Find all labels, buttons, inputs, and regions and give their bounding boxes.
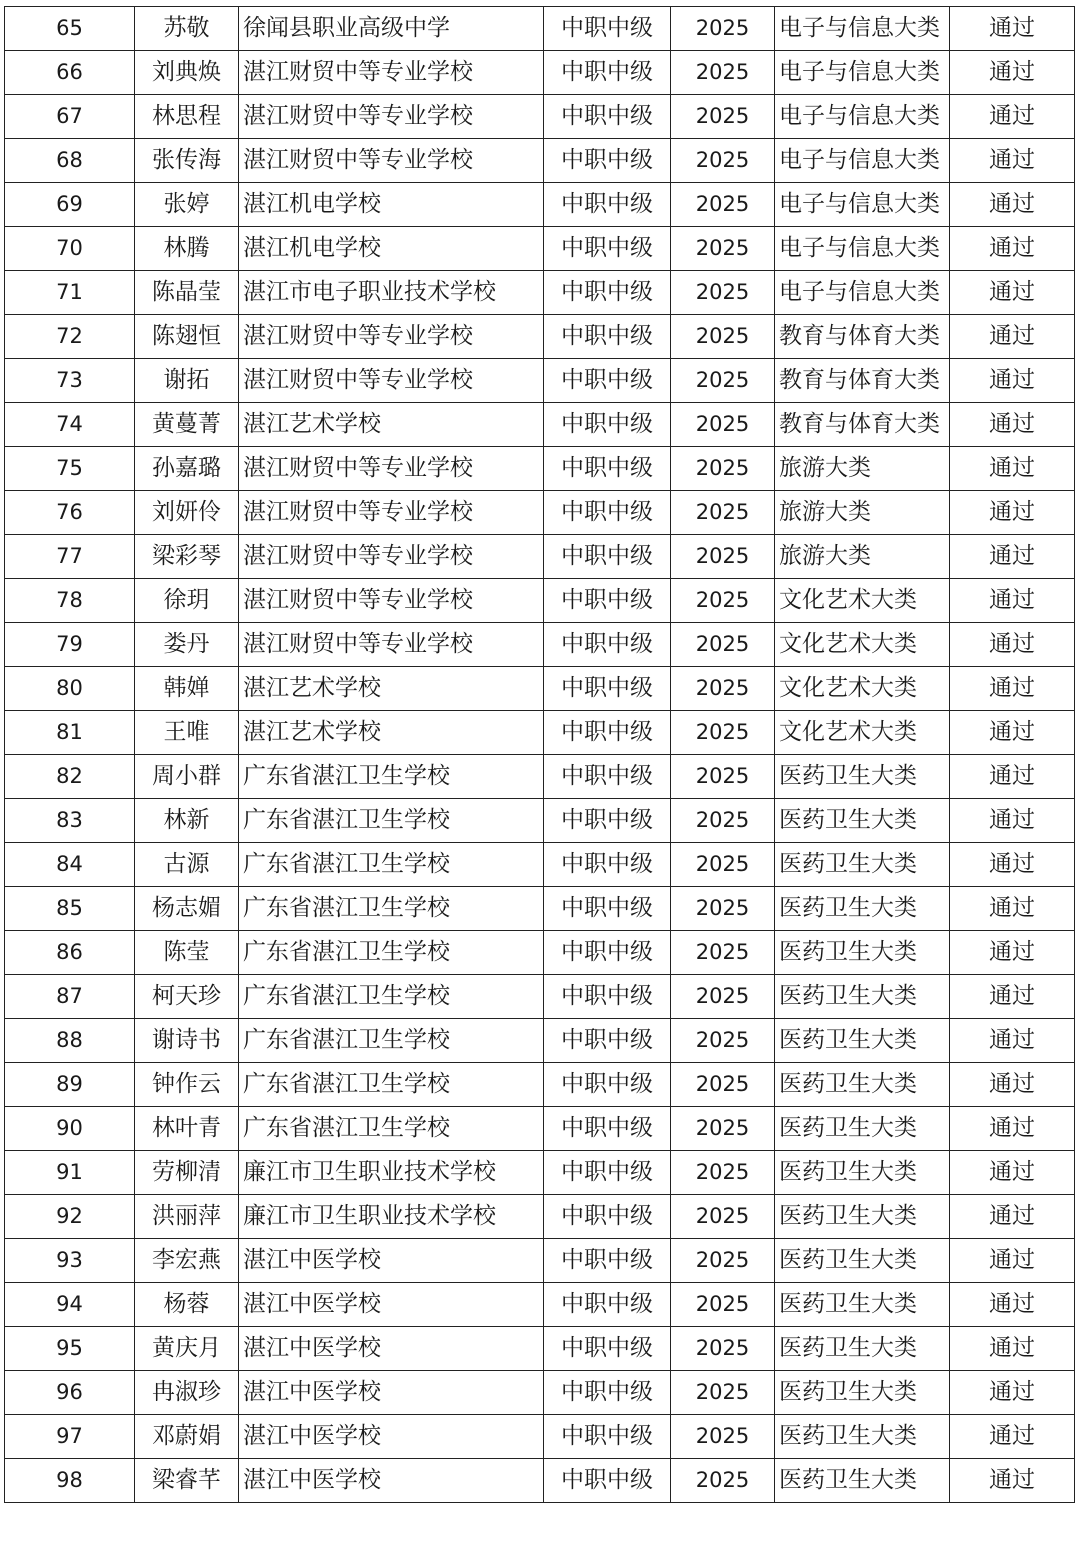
table-row — [5, 1107, 1075, 1151]
cell-year: 2025 — [671, 711, 775, 755]
cell-school: 湛江财贸中等专业学校 — [239, 491, 544, 535]
cell-result: 通过 — [950, 579, 1075, 623]
cell-school: 广东省湛江卫生学校 — [239, 1107, 544, 1151]
cell-level: 中职中级 — [544, 535, 671, 579]
cell-category: 文化艺术大类 — [775, 667, 950, 711]
cell-level: 中职中级 — [544, 579, 671, 623]
cell-result: 通过 — [950, 315, 1075, 359]
cell-number: 92 — [5, 1195, 135, 1239]
cell-level: 中职中级 — [544, 7, 671, 51]
cell-year: 2025 — [671, 1415, 775, 1459]
cell-category: 医药卫生大类 — [775, 1019, 950, 1063]
cell-number: 93 — [5, 1239, 135, 1283]
cell-category: 旅游大类 — [775, 447, 950, 491]
cell-result: 通过 — [950, 1107, 1075, 1151]
cell-year: 2025 — [671, 1327, 775, 1371]
cell-school: 廉江市卫生职业技术学校 — [239, 1195, 544, 1239]
cell-result: 通过 — [950, 887, 1075, 931]
cell-level: 中职中级 — [544, 359, 671, 403]
cell-category: 医药卫生大类 — [775, 843, 950, 887]
cell-school: 湛江财贸中等专业学校 — [239, 359, 544, 403]
cell-school: 湛江财贸中等专业学校 — [239, 579, 544, 623]
cell-category: 医药卫生大类 — [775, 1107, 950, 1151]
table-row — [5, 1019, 1075, 1063]
cell-year: 2025 — [671, 535, 775, 579]
cell-level: 中职中级 — [544, 1415, 671, 1459]
cell-level: 中职中级 — [544, 931, 671, 975]
cell-level: 中职中级 — [544, 403, 671, 447]
cell-category: 医药卫生大类 — [775, 931, 950, 975]
table-row — [5, 799, 1075, 843]
cell-name: 林叶青 — [135, 1107, 239, 1151]
cell-school: 湛江机电学校 — [239, 183, 544, 227]
cell-school: 湛江中医学校 — [239, 1239, 544, 1283]
cell-level: 中职中级 — [544, 799, 671, 843]
cell-number: 77 — [5, 535, 135, 579]
table-row — [5, 359, 1075, 403]
cell-number: 96 — [5, 1371, 135, 1415]
table-row — [5, 1239, 1075, 1283]
cell-number: 68 — [5, 139, 135, 183]
cell-category: 医药卫生大类 — [775, 1151, 950, 1195]
cell-level: 中职中级 — [544, 755, 671, 799]
table-row — [5, 711, 1075, 755]
cell-year: 2025 — [671, 183, 775, 227]
cell-result: 通过 — [950, 1195, 1075, 1239]
cell-name: 刘典焕 — [135, 51, 239, 95]
cell-school: 湛江财贸中等专业学校 — [239, 447, 544, 491]
cell-category: 医药卫生大类 — [775, 887, 950, 931]
cell-number: 76 — [5, 491, 135, 535]
cell-name: 陈莹 — [135, 931, 239, 975]
cell-category: 医药卫生大类 — [775, 1195, 950, 1239]
cell-level: 中职中级 — [544, 975, 671, 1019]
table-row — [5, 447, 1075, 491]
cell-level: 中职中级 — [544, 1327, 671, 1371]
cell-level: 中职中级 — [544, 887, 671, 931]
cell-category: 医药卫生大类 — [775, 1063, 950, 1107]
cell-result: 通过 — [950, 931, 1075, 975]
cell-name: 苏敬 — [135, 7, 239, 51]
cell-category: 教育与体育大类 — [775, 315, 950, 359]
cell-school: 湛江中医学校 — [239, 1415, 544, 1459]
cell-number: 72 — [5, 315, 135, 359]
cell-number: 89 — [5, 1063, 135, 1107]
cell-year: 2025 — [671, 1195, 775, 1239]
cell-level: 中职中级 — [544, 843, 671, 887]
cell-name: 孙嘉璐 — [135, 447, 239, 491]
cell-name: 陈翅恒 — [135, 315, 239, 359]
cell-result: 通过 — [950, 95, 1075, 139]
cell-level: 中职中级 — [544, 1371, 671, 1415]
cell-year: 2025 — [671, 579, 775, 623]
cell-number: 81 — [5, 711, 135, 755]
cell-name: 杨蓉 — [135, 1283, 239, 1327]
cell-school: 湛江中医学校 — [239, 1327, 544, 1371]
cell-category: 医药卫生大类 — [775, 799, 950, 843]
cell-result: 通过 — [950, 183, 1075, 227]
cell-level: 中职中级 — [544, 623, 671, 667]
cell-school: 湛江市电子职业技术学校 — [239, 271, 544, 315]
cell-level: 中职中级 — [544, 227, 671, 271]
table-row — [5, 755, 1075, 799]
cell-name: 谢拓 — [135, 359, 239, 403]
cell-name: 邓蔚娟 — [135, 1415, 239, 1459]
table-row — [5, 535, 1075, 579]
cell-result: 通过 — [950, 1019, 1075, 1063]
cell-name: 梁睿芊 — [135, 1459, 239, 1503]
cell-year: 2025 — [671, 975, 775, 1019]
cell-name: 徐玥 — [135, 579, 239, 623]
cell-level: 中职中级 — [544, 1063, 671, 1107]
cell-level: 中职中级 — [544, 1283, 671, 1327]
cell-number: 69 — [5, 183, 135, 227]
table-body — [5, 7, 1075, 1503]
cell-number: 86 — [5, 931, 135, 975]
cell-category: 旅游大类 — [775, 535, 950, 579]
cell-year: 2025 — [671, 1239, 775, 1283]
cell-year: 2025 — [671, 51, 775, 95]
cell-name: 韩婵 — [135, 667, 239, 711]
cell-school: 广东省湛江卫生学校 — [239, 1019, 544, 1063]
cell-result: 通过 — [950, 7, 1075, 51]
cell-result: 通过 — [950, 1283, 1075, 1327]
cell-year: 2025 — [671, 491, 775, 535]
cell-result: 通过 — [950, 359, 1075, 403]
table-row — [5, 1327, 1075, 1371]
cell-level: 中职中级 — [544, 51, 671, 95]
cell-name: 柯天珍 — [135, 975, 239, 1019]
cell-number: 66 — [5, 51, 135, 95]
table-row — [5, 579, 1075, 623]
cell-name: 黄庆月 — [135, 1327, 239, 1371]
cell-name: 冉淑珍 — [135, 1371, 239, 1415]
table-row — [5, 183, 1075, 227]
cell-result: 通过 — [950, 535, 1075, 579]
cell-level: 中职中级 — [544, 1107, 671, 1151]
cell-category: 医药卫生大类 — [775, 975, 950, 1019]
table-row — [5, 7, 1075, 51]
cell-level: 中职中级 — [544, 447, 671, 491]
cell-year: 2025 — [671, 359, 775, 403]
cell-number: 91 — [5, 1151, 135, 1195]
cell-name: 劳柳清 — [135, 1151, 239, 1195]
cell-result: 通过 — [950, 447, 1075, 491]
cell-result: 通过 — [950, 667, 1075, 711]
results-table — [4, 6, 1075, 1503]
cell-number: 65 — [5, 7, 135, 51]
cell-result: 通过 — [950, 975, 1075, 1019]
cell-year: 2025 — [671, 1063, 775, 1107]
cell-year: 2025 — [671, 1151, 775, 1195]
cell-school: 湛江中医学校 — [239, 1459, 544, 1503]
cell-result: 通过 — [950, 711, 1075, 755]
cell-name: 刘妍伶 — [135, 491, 239, 535]
cell-category: 电子与信息大类 — [775, 7, 950, 51]
cell-category: 医药卫生大类 — [775, 1239, 950, 1283]
table-row — [5, 1195, 1075, 1239]
cell-category: 医药卫生大类 — [775, 1327, 950, 1371]
cell-number: 85 — [5, 887, 135, 931]
table-row — [5, 271, 1075, 315]
cell-school: 湛江财贸中等专业学校 — [239, 95, 544, 139]
cell-name: 林新 — [135, 799, 239, 843]
table-row — [5, 51, 1075, 95]
cell-category: 电子与信息大类 — [775, 271, 950, 315]
cell-name: 王唯 — [135, 711, 239, 755]
table-row — [5, 1371, 1075, 1415]
cell-year: 2025 — [671, 623, 775, 667]
cell-name: 杨志媚 — [135, 887, 239, 931]
cell-year: 2025 — [671, 843, 775, 887]
cell-level: 中职中级 — [544, 139, 671, 183]
cell-name: 洪丽萍 — [135, 1195, 239, 1239]
cell-school: 湛江财贸中等专业学校 — [239, 139, 544, 183]
cell-name: 张婷 — [135, 183, 239, 227]
cell-number: 74 — [5, 403, 135, 447]
cell-number: 79 — [5, 623, 135, 667]
cell-category: 文化艺术大类 — [775, 623, 950, 667]
cell-category: 电子与信息大类 — [775, 183, 950, 227]
cell-category: 文化艺术大类 — [775, 579, 950, 623]
cell-category: 医药卫生大类 — [775, 755, 950, 799]
cell-year: 2025 — [671, 447, 775, 491]
cell-result: 通过 — [950, 843, 1075, 887]
cell-result: 通过 — [950, 227, 1075, 271]
cell-number: 98 — [5, 1459, 135, 1503]
cell-level: 中职中级 — [544, 491, 671, 535]
table-row — [5, 95, 1075, 139]
cell-school: 湛江中医学校 — [239, 1283, 544, 1327]
cell-level: 中职中级 — [544, 95, 671, 139]
cell-year: 2025 — [671, 1371, 775, 1415]
cell-school: 湛江财贸中等专业学校 — [239, 535, 544, 579]
cell-number: 88 — [5, 1019, 135, 1063]
cell-number: 84 — [5, 843, 135, 887]
table-row — [5, 227, 1075, 271]
cell-result: 通过 — [950, 755, 1075, 799]
table-row — [5, 403, 1075, 447]
cell-level: 中职中级 — [544, 315, 671, 359]
cell-number: 67 — [5, 95, 135, 139]
cell-result: 通过 — [950, 403, 1075, 447]
cell-school: 湛江财贸中等专业学校 — [239, 51, 544, 95]
cell-school: 广东省湛江卫生学校 — [239, 887, 544, 931]
cell-school: 廉江市卫生职业技术学校 — [239, 1151, 544, 1195]
table-row — [5, 315, 1075, 359]
cell-number: 95 — [5, 1327, 135, 1371]
cell-year: 2025 — [671, 1283, 775, 1327]
cell-result: 通过 — [950, 491, 1075, 535]
cell-year: 2025 — [671, 799, 775, 843]
cell-result: 通过 — [950, 799, 1075, 843]
cell-number: 80 — [5, 667, 135, 711]
cell-result: 通过 — [950, 51, 1075, 95]
table-row — [5, 491, 1075, 535]
cell-result: 通过 — [950, 139, 1075, 183]
table-row — [5, 975, 1075, 1019]
cell-school: 湛江财贸中等专业学校 — [239, 315, 544, 359]
cell-name: 周小群 — [135, 755, 239, 799]
cell-school: 湛江机电学校 — [239, 227, 544, 271]
cell-year: 2025 — [671, 227, 775, 271]
cell-result: 通过 — [950, 1239, 1075, 1283]
cell-year: 2025 — [671, 887, 775, 931]
cell-level: 中职中级 — [544, 1019, 671, 1063]
cell-category: 医药卫生大类 — [775, 1371, 950, 1415]
cell-number: 94 — [5, 1283, 135, 1327]
cell-category: 医药卫生大类 — [775, 1415, 950, 1459]
cell-number: 70 — [5, 227, 135, 271]
table-row — [5, 667, 1075, 711]
cell-year: 2025 — [671, 1019, 775, 1063]
cell-school: 湛江艺术学校 — [239, 403, 544, 447]
table-row — [5, 1063, 1075, 1107]
cell-category: 电子与信息大类 — [775, 227, 950, 271]
cell-level: 中职中级 — [544, 1151, 671, 1195]
cell-year: 2025 — [671, 403, 775, 447]
cell-school: 徐闻县职业高级中学 — [239, 7, 544, 51]
cell-name: 钟作云 — [135, 1063, 239, 1107]
cell-school: 湛江中医学校 — [239, 1371, 544, 1415]
table-row — [5, 139, 1075, 183]
cell-school: 广东省湛江卫生学校 — [239, 975, 544, 1019]
cell-school: 湛江财贸中等专业学校 — [239, 623, 544, 667]
cell-number: 82 — [5, 755, 135, 799]
table-row — [5, 1151, 1075, 1195]
cell-level: 中职中级 — [544, 271, 671, 315]
cell-number: 87 — [5, 975, 135, 1019]
cell-name: 张传海 — [135, 139, 239, 183]
cell-level: 中职中级 — [544, 1239, 671, 1283]
cell-school: 广东省湛江卫生学校 — [239, 931, 544, 975]
cell-category: 电子与信息大类 — [775, 95, 950, 139]
table-row — [5, 623, 1075, 667]
cell-school: 广东省湛江卫生学校 — [239, 799, 544, 843]
cell-category: 电子与信息大类 — [775, 139, 950, 183]
cell-level: 中职中级 — [544, 711, 671, 755]
cell-level: 中职中级 — [544, 1195, 671, 1239]
cell-year: 2025 — [671, 667, 775, 711]
cell-category: 医药卫生大类 — [775, 1459, 950, 1503]
cell-category: 旅游大类 — [775, 491, 950, 535]
cell-number: 83 — [5, 799, 135, 843]
cell-result: 通过 — [950, 1459, 1075, 1503]
cell-result: 通过 — [950, 1063, 1075, 1107]
cell-year: 2025 — [671, 755, 775, 799]
cell-result: 通过 — [950, 1415, 1075, 1459]
cell-result: 通过 — [950, 1371, 1075, 1415]
cell-result: 通过 — [950, 623, 1075, 667]
table-row — [5, 1283, 1075, 1327]
cell-result: 通过 — [950, 1327, 1075, 1371]
cell-category: 教育与体育大类 — [775, 359, 950, 403]
cell-category: 电子与信息大类 — [775, 51, 950, 95]
cell-name: 谢诗书 — [135, 1019, 239, 1063]
table-row — [5, 843, 1075, 887]
cell-name: 陈晶莹 — [135, 271, 239, 315]
cell-year: 2025 — [671, 7, 775, 51]
cell-name: 古源 — [135, 843, 239, 887]
cell-result: 通过 — [950, 1151, 1075, 1195]
table-row — [5, 931, 1075, 975]
cell-number: 97 — [5, 1415, 135, 1459]
cell-school: 广东省湛江卫生学校 — [239, 1063, 544, 1107]
cell-year: 2025 — [671, 1107, 775, 1151]
cell-year: 2025 — [671, 95, 775, 139]
table-row — [5, 887, 1075, 931]
cell-name: 林思程 — [135, 95, 239, 139]
cell-school: 湛江艺术学校 — [239, 667, 544, 711]
cell-level: 中职中级 — [544, 183, 671, 227]
cell-year: 2025 — [671, 315, 775, 359]
cell-name: 李宏燕 — [135, 1239, 239, 1283]
cell-school: 广东省湛江卫生学校 — [239, 755, 544, 799]
cell-category: 教育与体育大类 — [775, 403, 950, 447]
cell-category: 医药卫生大类 — [775, 1283, 950, 1327]
cell-number: 75 — [5, 447, 135, 491]
cell-school: 湛江艺术学校 — [239, 711, 544, 755]
cell-category: 文化艺术大类 — [775, 711, 950, 755]
cell-name: 黄蔓菁 — [135, 403, 239, 447]
cell-level: 中职中级 — [544, 1459, 671, 1503]
cell-number: 71 — [5, 271, 135, 315]
cell-result: 通过 — [950, 271, 1075, 315]
cell-year: 2025 — [671, 1459, 775, 1503]
cell-year: 2025 — [671, 271, 775, 315]
cell-number: 78 — [5, 579, 135, 623]
cell-number: 73 — [5, 359, 135, 403]
table-row — [5, 1415, 1075, 1459]
cell-name: 娄丹 — [135, 623, 239, 667]
cell-number: 90 — [5, 1107, 135, 1151]
table-row — [5, 1459, 1075, 1503]
cell-name: 林腾 — [135, 227, 239, 271]
cell-year: 2025 — [671, 931, 775, 975]
cell-year: 2025 — [671, 139, 775, 183]
cell-school: 广东省湛江卫生学校 — [239, 843, 544, 887]
cell-name: 梁彩琴 — [135, 535, 239, 579]
cell-level: 中职中级 — [544, 667, 671, 711]
